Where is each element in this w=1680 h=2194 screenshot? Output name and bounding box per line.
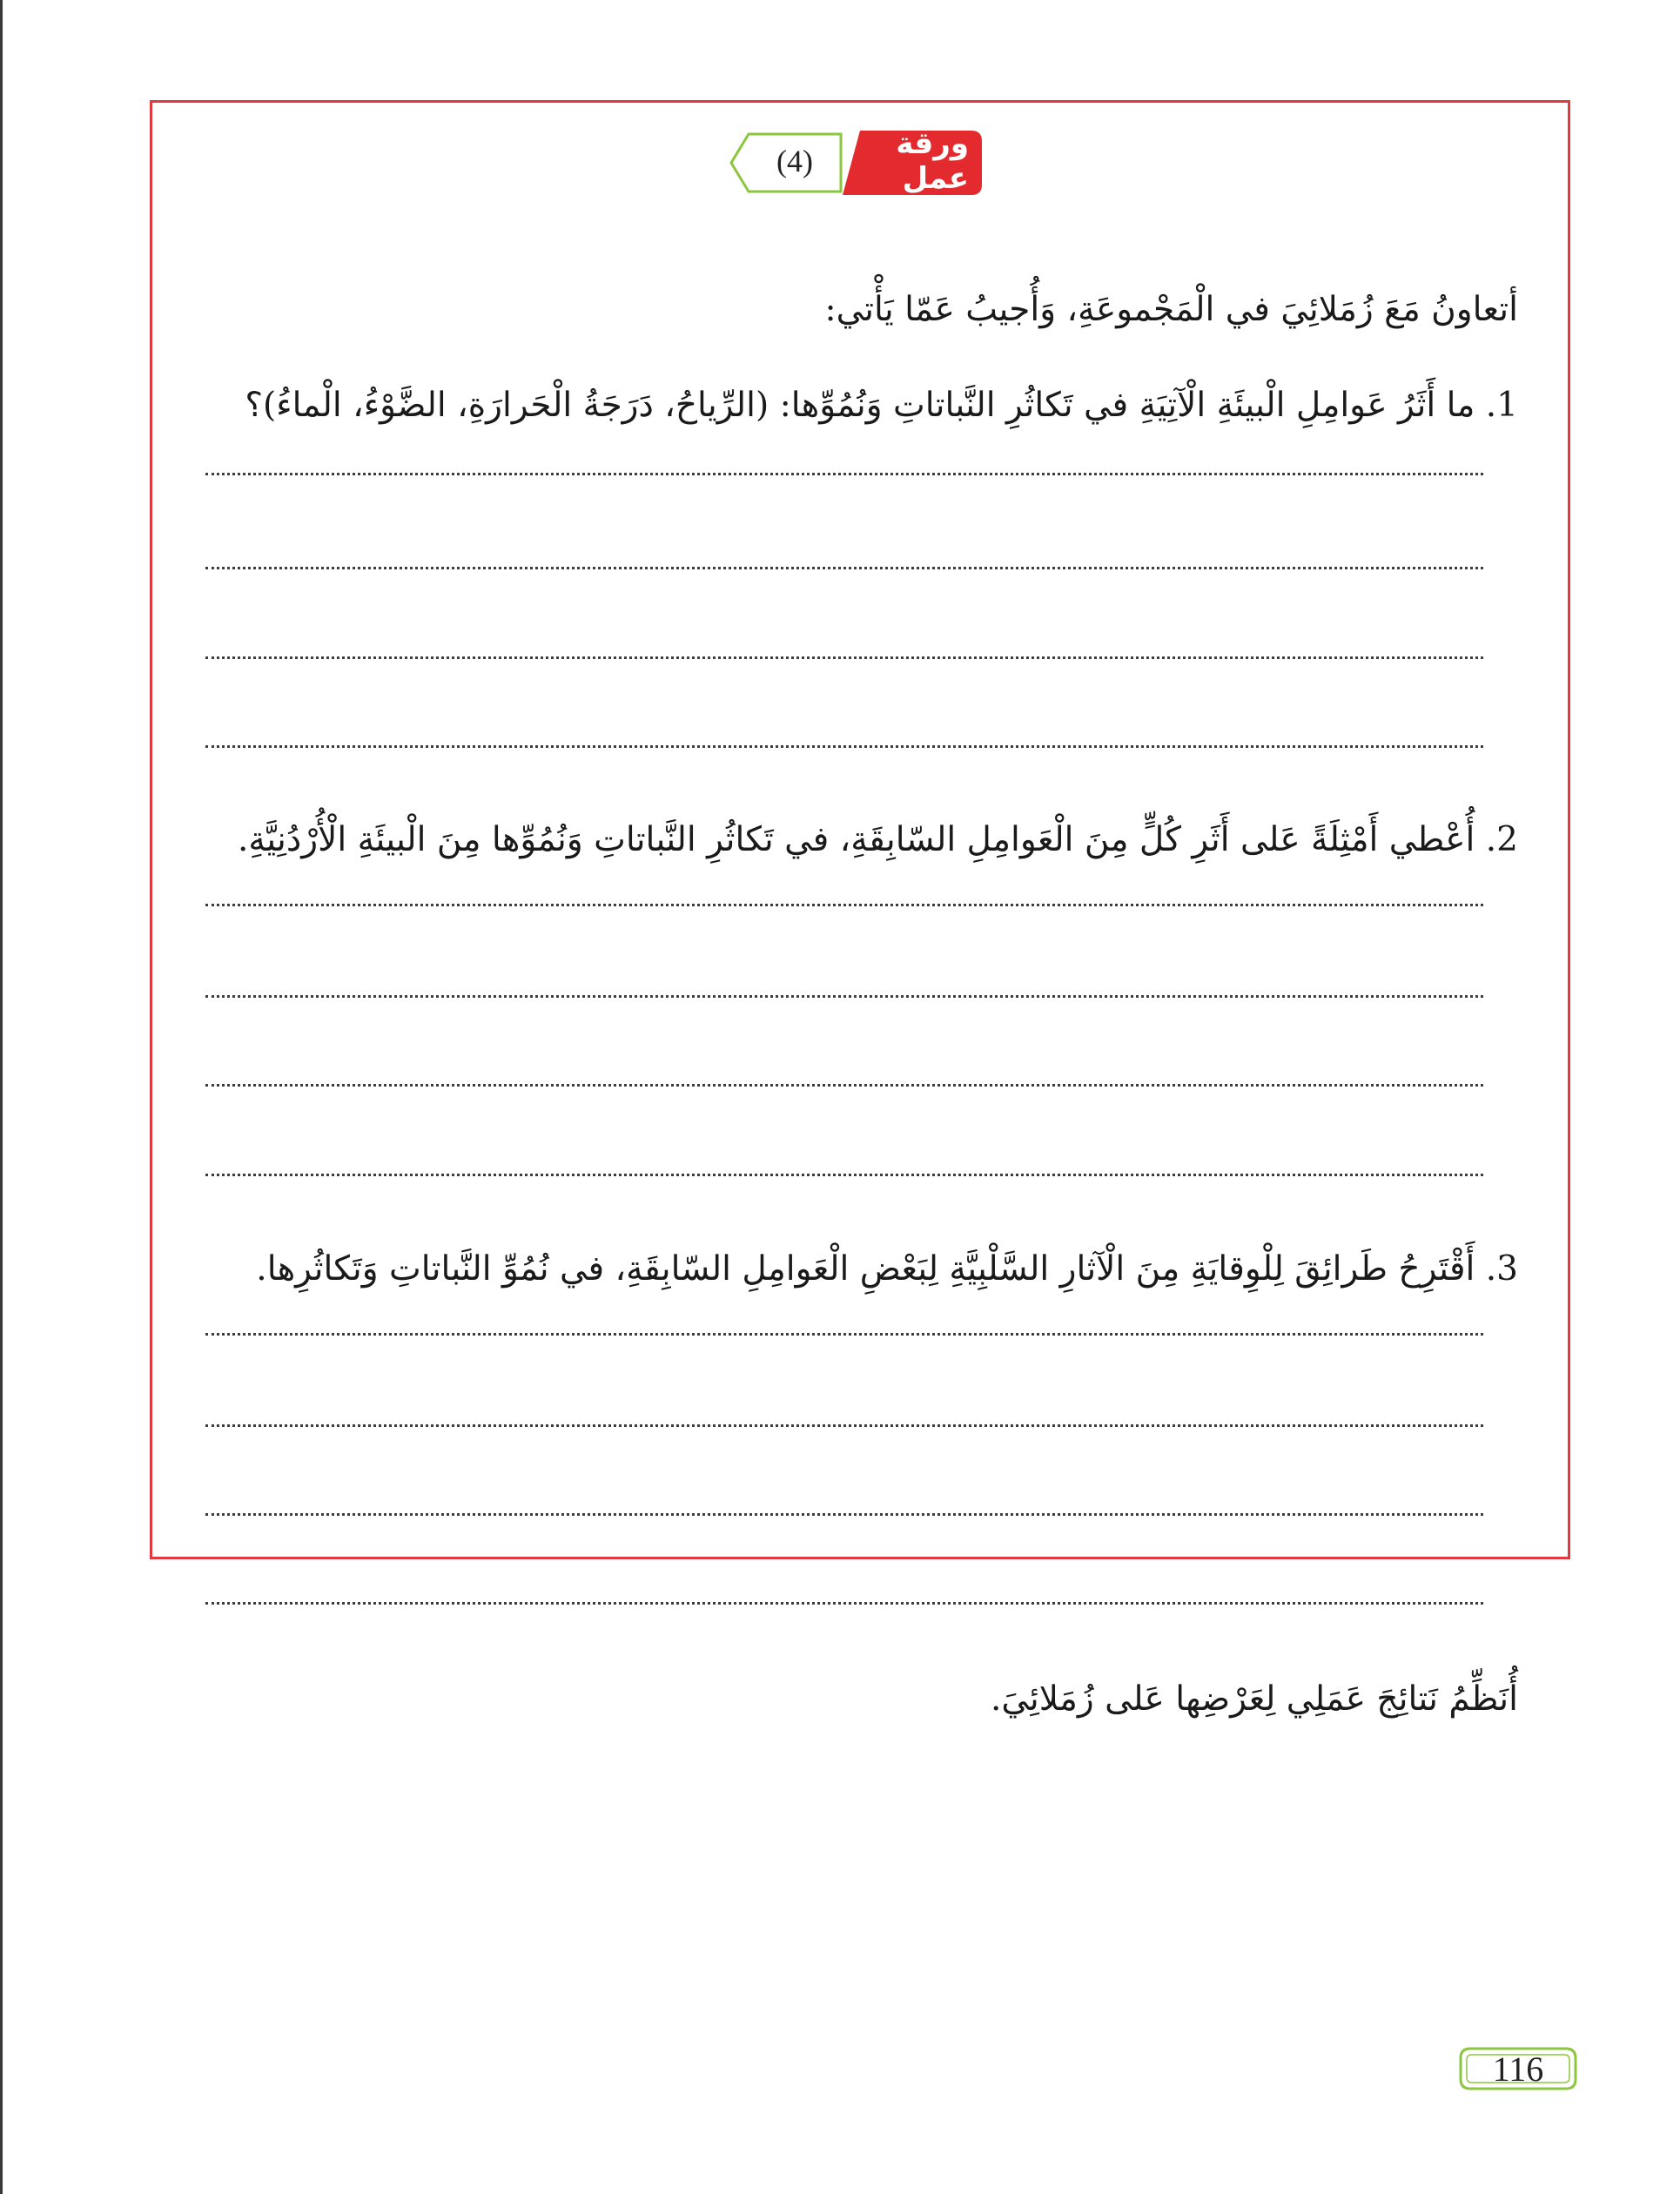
question-1: 1. ما أَثَرُ عَوامِلِ الْبيئَةِ الْآتِيَةِ في تَكاثُرِ النَّباتاتِ وَنُمُوِّها: (الرِّياحُ، دَرَجَةُ الْحَرارَةِ، الضَّوْءُ، الْماءُ)؟ [245, 386, 1518, 425]
answer-line[interactable] [205, 995, 1483, 998]
page-edge-rule [0, 0, 3, 2194]
answer-line[interactable] [205, 567, 1483, 569]
answer-line[interactable] [205, 745, 1483, 748]
closing-instruction: أُنَظِّمُ نَتائِجَ عَمَلِي لِعَرْضِها عَلى زُمَلائِيَ. [990, 1679, 1518, 1719]
answer-line[interactable] [205, 1513, 1483, 1516]
answer-line[interactable] [205, 1602, 1483, 1605]
page-number: 116 [1492, 2049, 1544, 2089]
question-3: 3. أَقْتَرِحُ طَرائِقَ لِلْوِقايَةِ مِنَ الْآثارِ السَّلْبِيَّةِ لِبَعْضِ الْعَوامِلِ السّابِقَةِ، في نُمُوِّ النَّباتاتِ وَتَكاثُرِها. [256, 1249, 1518, 1289]
answer-line[interactable] [205, 473, 1483, 475]
answer-line[interactable] [205, 1333, 1483, 1336]
worksheet-header-tab [729, 126, 984, 197]
answer-line[interactable] [205, 656, 1483, 659]
answer-line[interactable] [205, 1174, 1483, 1176]
intro-instruction: أتعاونُ مَعَ زُمَلائِيَ في الْمَجْموعَةِ، وَأُجيبُ عَمّا يَأْتي: [824, 290, 1518, 329]
answer-line[interactable] [205, 1424, 1483, 1427]
answer-line[interactable] [205, 1084, 1483, 1087]
worksheet-title: ورقة عمل [896, 126, 969, 196]
page-number-badge [1458, 2046, 1578, 2091]
question-2: 2. أُعْطي أَمْثِلَةً عَلى أَثَرِ كُلٍّ مِنَ الْعَوامِلِ السّابِقَةِ، في تَكاثُرِ النَّباتاتِ وَنُمُوِّها مِنَ الْبيئَةِ الْأُرْدُنِيَّةِ. [237, 820, 1518, 859]
worksheet-number: (4) [776, 144, 813, 178]
answer-line[interactable] [205, 904, 1483, 906]
